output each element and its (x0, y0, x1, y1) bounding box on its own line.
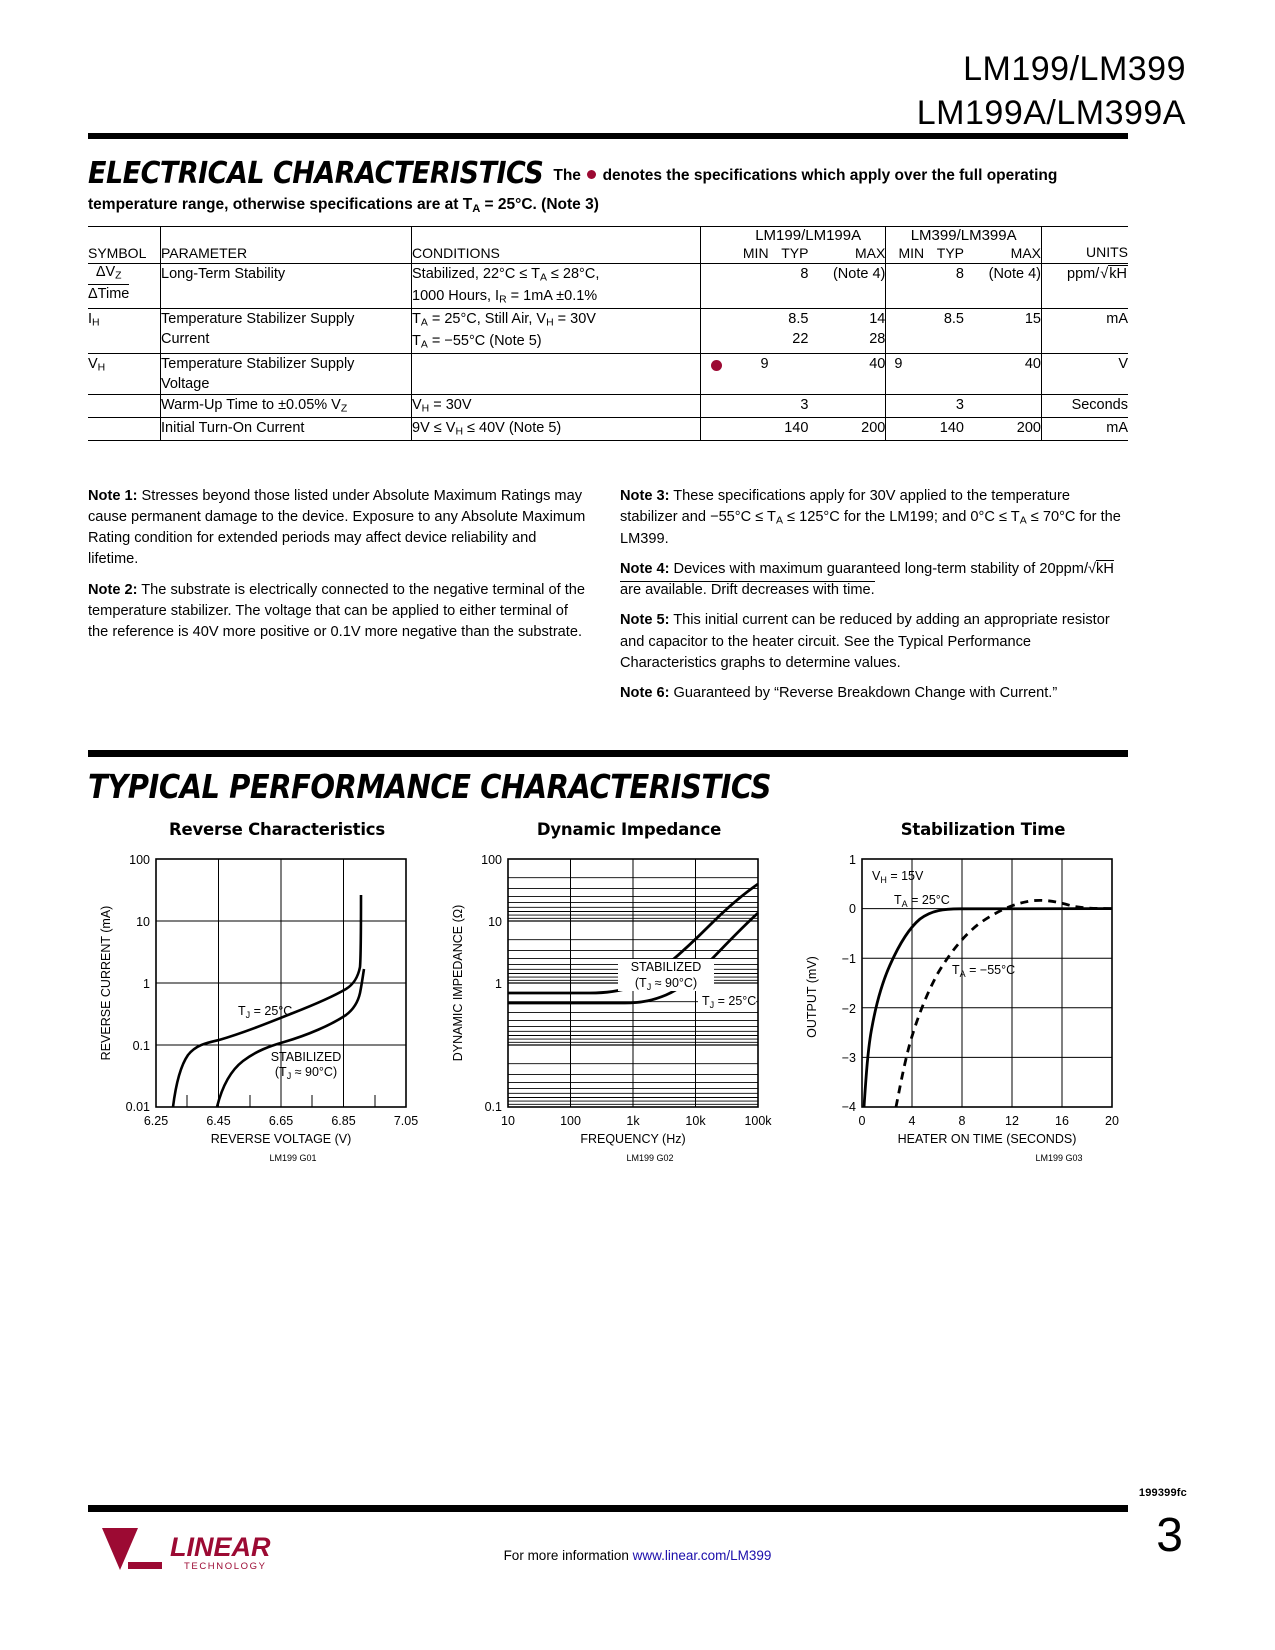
note-6-text: Guaranteed by “Reverse Breakdown Change with Current.” (673, 684, 1058, 701)
chart-3-annotation-ta25: $T_A = 25^\circ C$ (894, 893, 950, 909)
row-conditions (412, 354, 701, 395)
chart-3-plot (805, 853, 1119, 1146)
note-4-text-a: Devices with maximum guaranteed long-term stability of 20ppm/ (673, 561, 1089, 578)
row-bullet-cell (701, 395, 732, 418)
chart-1-ytick-1: 1 (143, 977, 150, 991)
part-number-line-2: LM199A/LM399A (916, 93, 1186, 132)
chart-3-ytick-0: 0 (849, 902, 856, 916)
row-typ-b (924, 354, 964, 395)
chart-2-plot (451, 853, 772, 1146)
row-typ-a: 8 (769, 264, 809, 309)
chart-3-xaxis-label: HEATER ON TIME (SECONDS) (897, 1132, 1077, 1146)
note-3-text-c: ≤ 70°C for the LM399. (620, 509, 1121, 548)
chart-1-xaxis-label: REVERSE VOLTAGE (V) (210, 1132, 352, 1146)
col-units: UNITS (1042, 244, 1129, 264)
row-max-b: 40 (964, 354, 1042, 395)
chart-3-xtick-8: 8 (958, 1114, 966, 1128)
note-6 (620, 683, 1128, 704)
group-header-lm199: LM199/LM199A (731, 227, 886, 245)
chart-3-ytick-1: 1 (849, 853, 856, 867)
row-parameter: Initial Turn-On Current (161, 418, 412, 441)
chart-1-xtick-7.05: 7.05 (393, 1114, 419, 1128)
group-header-lm399: LM399/LM399A (886, 227, 1042, 245)
chart-3-xtick-0: 0 (858, 1114, 866, 1128)
chart-2-yaxis-label: DYNAMIC IMPEDANCE (Ω) (451, 904, 465, 1062)
chart-1-annotation-stabilized: STABILIZED (270, 1050, 342, 1064)
row-min-b (886, 418, 924, 441)
col-min-b: MIN (886, 244, 924, 264)
row-max-a: 200 (808, 418, 885, 441)
row-typ-a: 140 (769, 418, 809, 441)
chart-reverse-characteristics (88, 820, 438, 1205)
document-code: 199399fc (1138, 1487, 1187, 1499)
chart-3-title: Stabilization Time (900, 820, 1066, 839)
note-1 (88, 486, 588, 571)
chart-2-xaxis-label: FREQUENCY (Hz) (580, 1132, 686, 1146)
note-5 (620, 610, 1128, 673)
chart-3-xtick-20: 20 (1105, 1114, 1119, 1128)
row-min-b (886, 309, 924, 354)
note-2-text: The substrate is electrically connected to the negative terminal of the temperature stabilizer. The voltage that can be applied to either terminal of the reference is 40V more positive or 0.1V more negative than the substrate. (88, 581, 585, 640)
typical-performance-block (88, 767, 772, 806)
group-spacer-symbol (88, 227, 161, 245)
table-group-header-row (88, 227, 1128, 245)
chart-2-title: Dynamic Impedance (536, 820, 722, 839)
chart-3-annotation-ta55: $T_A = -55^\circ C$ (952, 963, 1016, 979)
chart-1-ytick-100: 100 (129, 853, 150, 867)
electrical-characteristics-table (88, 226, 1128, 441)
chart-1-svg (88, 847, 438, 1157)
row-bullet-cell (701, 309, 732, 354)
row-units: mA (1042, 418, 1129, 441)
row-units: ppm/√kH (1042, 264, 1129, 309)
note-3-text-a: These specifications apply for 30V applied to the temperature stabilizer and −55°C ≤ T (620, 488, 1070, 526)
chart-2-xtick-10k: 10k (685, 1114, 706, 1128)
chart-1-series-stabilized (217, 969, 364, 1107)
row-max-b: 15 (964, 309, 1042, 354)
row-min-a (731, 309, 769, 354)
note-1-label: Note 1: (88, 488, 138, 504)
row-conditions: Stabilized, $22^\circ C \le T_A \le 28^\circ C$, 1000 Hours, $I_R = 1mA \pm 0.1\%$ (412, 264, 701, 309)
footer-divider (88, 1505, 1128, 1512)
row-symbol (88, 418, 161, 441)
chart-2-ytick-100: 100 (481, 853, 502, 867)
row-units: V (1042, 354, 1129, 395)
chart-2-annotation-tj25: $T_J = 25^\circ C$ (702, 994, 757, 1010)
chart-3-xtick-4: 4 (908, 1114, 916, 1128)
chart-2-ytick-10: 10 (488, 915, 502, 929)
note-2 (88, 580, 588, 643)
chart-1-xtick-6.45: 6.45 (206, 1114, 231, 1128)
footer-info-text: For more information (503, 1548, 633, 1563)
note-6-label: Note 6: (620, 684, 670, 701)
chart-1-annotation-tj25: $T_J = 25^\circ C$ (238, 1004, 293, 1020)
header-divider (88, 133, 1128, 139)
chart-3-svg (794, 847, 1144, 1157)
row-symbol: $V_H$ (88, 354, 161, 395)
row-symbol: $I_H$ (88, 309, 161, 354)
note-1-text: Stresses beyond those listed under Absolute Maximum Ratings may cause permanent damage to the device. Exposure to any Absolute Maximum Rating condition for extended periods may affect device reliability and lifetime. (88, 488, 586, 568)
chart-3-ytick-neg4: −4 (841, 1100, 856, 1114)
chart-2-svg (440, 847, 790, 1157)
table-row (88, 418, 1128, 441)
chart-1-ytick-0.1: 0.1 (132, 1039, 150, 1053)
row-typ-a: 3 (769, 395, 809, 418)
electrical-characteristics-block (88, 156, 1138, 218)
row-min-b (886, 395, 924, 418)
notes-right-column (620, 486, 1128, 713)
chart-1-yaxis-label: REVERSE CURRENT (mA) (99, 905, 113, 1061)
note-3-text-b: ≤ 125°C for the LM199; and 0°C ≤ T (782, 509, 1020, 526)
col-typ-b: TYP (924, 244, 964, 264)
col-max-a: MAX (808, 244, 885, 264)
row-typ-b: 8 (924, 264, 964, 309)
row-bullet-cell (701, 418, 732, 441)
col-min-a: MIN (731, 244, 769, 264)
electrical-characteristics-subtitle: The denotes the specifications which apply over the full operating (553, 167, 1058, 184)
chart-3-yaxis-label: OUTPUT (mV) (805, 956, 819, 1038)
chart-2-annotation-stabilized: STABILIZED (630, 960, 702, 974)
row-typ-b: 140 (924, 418, 964, 441)
notes-left-column (88, 486, 588, 652)
chart-1-plot (99, 853, 418, 1146)
table-column-header-row (88, 244, 1128, 264)
row-bullet-cell (701, 354, 732, 395)
row-typ-b: 8.5 (924, 309, 964, 354)
row-max-b: 200 (964, 418, 1042, 441)
chart-1-ytick-10: 10 (136, 915, 150, 929)
row-min-b (886, 264, 924, 309)
chart-2-xtick-100: 100 (560, 1114, 581, 1128)
chart-1-ytick-0.01: 0.01 (125, 1100, 150, 1114)
logo-brand-text: LINEAR (170, 1532, 271, 1562)
row-conditions: $T_A = 25^\circ C$, Still Air, $V_H = 30V$ $T_A = -55^\circ C$ (Note 5) (412, 309, 701, 354)
note-5-text: This initial current can be reduced by adding an appropriate resistor and capacitor to the heater circuit. See the Typical Performance Characteristics graphs to determine values. (620, 612, 1110, 671)
row-bullet-cell (701, 264, 732, 309)
electrical-characteristics-heading: ELECTRICAL CHARACTERISTICS (88, 156, 544, 191)
row-max-a: 14 28 (808, 309, 885, 354)
chart-2-xtick-10: 10 (501, 1114, 515, 1128)
chart-3-annotation-vh: $V_H = 15V$ (872, 869, 924, 885)
chart-dynamic-impedance (440, 820, 790, 1205)
group-spacer-parameter (161, 227, 412, 245)
table-row (88, 264, 1128, 309)
row-typ-a: 8.5 22 (769, 309, 809, 354)
chart-2-annotation-stabilized-temp: $(T_J \approx 90^\circ C)$ (634, 976, 698, 992)
col-parameter: PARAMETER (161, 244, 412, 264)
group-spacer-conditions (412, 227, 701, 245)
chart-2-xtick-1k: 1k (626, 1114, 640, 1128)
note-3: Note 3: These specifications apply for 30V applied to the temperature stabilizer and $-55^\circ C \le T_A \le 125^\circ C$ for the LM199; and $0^\circ C \le T_A \le 70^\circ C$ for the LM399. (620, 488, 1121, 548)
row-min-a (731, 418, 769, 441)
row-conditions: $9V \le V_H \le 40V$ (Note 5) (412, 418, 701, 441)
chart-3-ytick-neg3: −3 (841, 1051, 856, 1065)
footer-link[interactable]: www.linear.com/LM399 (632, 1548, 772, 1563)
row-symbol (88, 395, 161, 418)
chart-3-ytick-neg1: −1 (841, 952, 856, 966)
row-min-b: 9 (886, 354, 924, 395)
note-4-text-b: kH are available. Drift decreases with time. (620, 561, 1114, 599)
chart-1-code: LM199 G01 (269, 1153, 317, 1163)
chart-3-code: LM199 G03 (1035, 1153, 1083, 1163)
table-row (88, 354, 1128, 395)
row-typ-a (769, 354, 809, 395)
row-min-a (731, 264, 769, 309)
note-5-label: Note 5: (620, 612, 670, 629)
note-3-label: Note 3: (620, 488, 670, 504)
logo-brand-sub-text: TECHNOLOGY (184, 1561, 267, 1572)
chart-2-code: LM199 G02 (626, 1153, 674, 1163)
table-row (88, 395, 1128, 418)
chart-1-xtick-6.85: 6.85 (331, 1114, 356, 1128)
row-typ-b: 3 (924, 395, 964, 418)
col-symbol: SYMBOL (88, 244, 161, 264)
chart-stabilization-time (794, 820, 1144, 1205)
chart-2-ytick-1: 1 (495, 977, 502, 991)
chart-1-title: Reverse Characteristics (168, 820, 385, 839)
row-max-a: 40 (808, 354, 885, 395)
chart-3-series-ta55 (896, 900, 1112, 1107)
row-symbol: $\frac{\Delta V_Z}{\text{ΔTime}}$ (88, 264, 161, 309)
part-number-line-1: LM199/LM399 (963, 50, 1186, 88)
part-number-header (88, 48, 1186, 135)
note-2-label: Note 2: (88, 581, 138, 598)
row-parameter: Long-Term Stability (161, 264, 412, 309)
row-parameter: Temperature Stabilizer Supply Current (161, 309, 412, 354)
spec-bullet-icon (711, 360, 722, 371)
page-number: 3 (1156, 1509, 1183, 1562)
chart-2-ytick-0.1: 0.1 (484, 1100, 502, 1114)
row-parameter: Temperature Stabilizer Supply Voltage (161, 354, 412, 395)
chart-2-xtick-100k: 100k (744, 1114, 772, 1128)
row-max-a: (Note 4) (808, 264, 885, 309)
col-typ-a: TYP (769, 244, 809, 264)
chart-1-xtick-6.65: 6.65 (268, 1114, 294, 1128)
chart-1-annotation-stabilized-temp: $(T_J \approx 90^\circ C)$ (274, 1065, 338, 1081)
group-spacer-units (1042, 227, 1129, 245)
typical-performance-heading: TYPICAL PERFORMANCE CHARACTERISTICS (88, 767, 772, 806)
row-units: Seconds (1042, 395, 1129, 418)
row-conditions: $V_H = 30V$ (412, 395, 701, 418)
chart-3-xtick-16: 16 (1055, 1114, 1069, 1128)
col-max-b: MAX (964, 244, 1042, 264)
table-row (88, 309, 1128, 354)
row-min-a (731, 395, 769, 418)
chart-3-xtick-12: 12 (1005, 1114, 1019, 1128)
group-spacer-bullet (701, 227, 732, 245)
chart-3-ytick-neg2: −2 (841, 1002, 856, 1016)
row-max-b: (Note 4) (964, 264, 1042, 309)
row-max-a (808, 395, 885, 418)
col-conditions: CONDITIONS (412, 244, 701, 264)
performance-charts (88, 820, 1138, 1210)
row-units: mA (1042, 309, 1129, 354)
footer-info (0, 1548, 1275, 1563)
note-4-label: Note 4: (620, 561, 670, 578)
section-divider (88, 750, 1128, 757)
chart-1-xtick-6.25: 6.25 (143, 1114, 169, 1128)
note-4: Note 4: Devices with maximum guaranteed long-term stability of 20ppm/√kH are available. Drift decreases with time. (620, 561, 1114, 599)
col-bullet (701, 244, 732, 264)
row-max-b (964, 395, 1042, 418)
row-min-a: 9 (731, 354, 769, 395)
row-parameter: Warm-Up Time to ±0.05% $V_Z$ (161, 395, 412, 418)
electrical-characteristics-subtitle-2: temperature range, otherwise specifications are at $T_A = 25^\circ C$. (Note 3) (88, 196, 599, 215)
bullet-dot-icon (587, 170, 596, 179)
